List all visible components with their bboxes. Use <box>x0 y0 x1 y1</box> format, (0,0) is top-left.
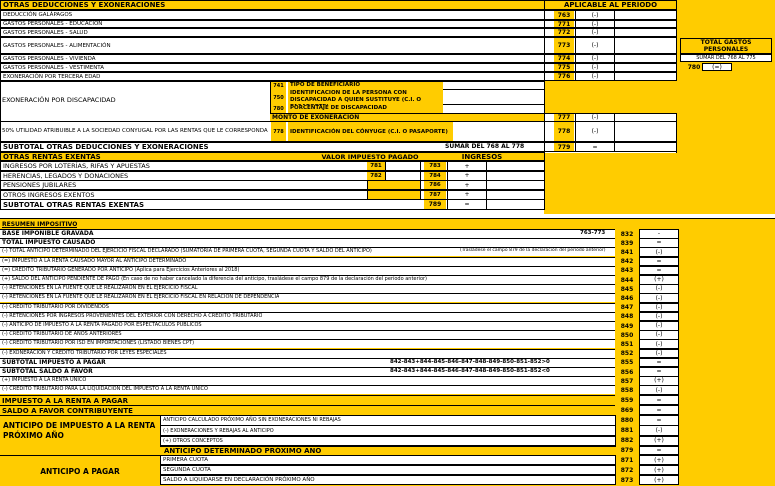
right-yellow-panel <box>676 0 775 214</box>
row-value[interactable]: (-) <box>575 20 615 28</box>
row-code-779: 779 <box>554 143 574 151</box>
resumen-row-note: 842-843+844-845-846-847-848-849-850-851-852<0 <box>390 368 550 374</box>
top-row-label: DEDUCCIÓN GALÁPAGOS <box>0 10 545 20</box>
row-value[interactable]: (-) <box>639 312 679 322</box>
subtotal-otras-deducciones-label: SUBTOTAL OTRAS DEDUCCIONES Y EXONERACIONES <box>0 142 545 152</box>
anticipo-row-label: (+) OTROS CONCEPTOS <box>160 436 616 447</box>
top-row-label: GASTOS PERSONALES - ALIMENTACIÓN <box>0 37 545 54</box>
row-value[interactable]: (+) <box>639 275 679 285</box>
row-value-777[interactable]: (-) <box>575 113 615 122</box>
row-code: 847 <box>616 304 638 312</box>
anticipo-row-label: ANTICIPO CALCULADO PRÓXIMO AÑO SIN EXONERACIONES NI REBAJAS <box>160 415 616 426</box>
resumen-row-label: (-) RETENCIONES POR INGRESOS PROVENIENTES DEL EXTERIOR CON DERECHO A CRÉDITO TRIBUTARIO <box>2 312 263 319</box>
resumen-header: RESUMEN IMPOSITIVO <box>2 221 78 228</box>
resumen-row-label: (-) RETENCIONES EN LA FUENTE QUE LE REALIZARON EN EL EJERCICIO FISCAL EN RELACIÓN DE DEPENDENCIA <box>2 294 280 301</box>
sociedad-sublabel: IDENTIFICACIÓN DEL CÓNYUGE (C.I. O PASAPORTE) <box>288 122 453 141</box>
discapacidad-input-1[interactable] <box>443 82 544 90</box>
row-value[interactable]: (-) <box>639 321 679 331</box>
row-value[interactable]: = <box>639 266 679 276</box>
row-value-779[interactable]: = <box>575 142 615 152</box>
row-value[interactable]: (-) <box>639 247 679 257</box>
row-value[interactable]: (-) <box>639 293 679 303</box>
row-value[interactable]: = <box>639 238 679 248</box>
resumen-row-label: SUBTOTAL IMPUESTO A PAGAR <box>2 358 106 366</box>
pagar-row-label: SALDO A LIQUIDARSE EN DECLARACIÓN PRÓXIMO AÑO <box>160 475 616 485</box>
applicable-period-header: APLICABLE AL PERÍODO <box>544 0 677 10</box>
discapacidad-sub-code-2: 750 <box>271 90 286 105</box>
resumen-row-label: (+) IMPUESTO A LA RENTA ÚNICO <box>2 377 87 384</box>
row-value-879[interactable]: = <box>639 446 679 455</box>
row-value[interactable]: (-) <box>575 54 615 63</box>
sociedad-subcode: 778 <box>271 122 286 141</box>
resumen-row-label: (=) CRÉDITO TRIBUTARIO GENERADO POR ANTICIPO (Aplica para Ejercicios Anteriores al 2018) <box>2 266 240 273</box>
resumen-row-label: (-) CRÉDITO TRIBUTARIO DE AÑOS ANTERIORES <box>2 331 122 338</box>
resumen-row-label: TOTAL IMPUESTO CAUSADO <box>2 239 96 247</box>
row-value[interactable]: (+) <box>639 436 679 447</box>
applicable-yellow-filler <box>544 81 677 113</box>
row-code-859: 859 <box>616 396 638 404</box>
total-gastos-personales-title: TOTAL GASTOS PERSONALES <box>680 38 772 54</box>
resumen-row-label: BASE IMPONIBLE GRAVADA <box>2 230 94 237</box>
row-value[interactable]: = <box>639 367 679 377</box>
top-row-label: EXONERACIÓN POR TERCERA EDAD <box>0 72 545 81</box>
otras-rentas-header: OTRAS RENTAS EXENTAS <box>0 152 545 161</box>
row-value[interactable]: (-) <box>639 349 679 359</box>
row-value[interactable]: + <box>447 190 487 200</box>
row-code: 851 <box>616 340 638 348</box>
row-code: 856 <box>616 368 638 376</box>
row-code: 784 <box>424 172 446 180</box>
row-code: 844 <box>616 276 638 284</box>
top-section <box>0 0 775 214</box>
discapacidad-label: EXONERACIÓN POR DISCAPACIDAD <box>2 96 116 104</box>
otras-row-label: INGRESOS POR LOTERÍAS, RIFAS Y APUESTAS <box>0 161 545 171</box>
row-code: 849 <box>616 322 638 330</box>
row-value[interactable]: (-) <box>639 303 679 313</box>
row-code: 857 <box>616 377 638 385</box>
row-code: 786 <box>424 181 446 189</box>
section-header-otras-deducciones: OTRAS DEDUCCIONES Y EXONERACIONES <box>0 0 545 10</box>
row-code: 843 <box>616 267 638 275</box>
anticipo-row-label: (-) EXONERACIONES Y REBAJAS AL ANTICIPO <box>160 425 616 436</box>
row-value-859[interactable]: = <box>639 395 679 405</box>
discapacidad-input-2[interactable] <box>443 90 544 105</box>
row-value[interactable]: = <box>639 358 679 368</box>
row-value[interactable]: + <box>447 161 487 171</box>
row-value[interactable]: (-) <box>639 330 679 340</box>
row-value[interactable]: (+) <box>639 455 679 465</box>
row-code: 848 <box>616 313 638 321</box>
row-code: 776 <box>554 73 574 80</box>
row-code: 839 <box>616 239 638 247</box>
row-value[interactable]: (+) <box>639 475 679 485</box>
row-code: 772 <box>554 29 574 36</box>
row-value[interactable]: (+) <box>639 465 679 475</box>
resumen-row-note: 763-773 <box>580 230 606 236</box>
row-code: 846 <box>616 294 638 302</box>
resumen-row-label: (-) TOTAL ANTICIPO DETERMINADO DEL EJERCICIO FISCAL DECLARADO (SUMATORIA DE PRIMERA CUOTA, SEGUNDA CUOTA Y SALDO DEL ANTICIPO) <box>2 248 372 255</box>
row-code: 858 <box>616 386 638 394</box>
discapacidad-sub-label-1: TIPO DE BENEFICIARIO <box>288 82 443 90</box>
row-code: 880 <box>616 416 638 424</box>
row-value-789[interactable]: = <box>447 199 487 210</box>
anticipo-determinado-label: ANTICIPO DETERMINADO PRÓXIMO AÑO <box>160 446 616 455</box>
row-value[interactable]: + <box>447 171 487 181</box>
row-code: 771 <box>554 21 574 27</box>
row-code: 775 <box>554 64 574 71</box>
valor-impuesto-header: VALOR IMPUESTO PAGADO <box>321 152 419 161</box>
row-value[interactable]: (-) <box>639 385 679 395</box>
anticipo-pagar-label: ANTICIPO A PAGAR <box>0 455 160 486</box>
resumen-row-bg <box>0 376 615 385</box>
discapacidad-sub-label-3: PORCENTAJE DE DISCAPACIDAD <box>288 105 443 113</box>
row-value[interactable]: (+) <box>639 376 679 386</box>
pagar-row-label: SEGUNDA CUOTA <box>160 465 616 475</box>
row-code-778: 778 <box>554 122 574 141</box>
saldo-favor-label: SALDO A FAVOR CONTRIBUYENTE <box>0 405 615 415</box>
row-code-789: 789 <box>424 200 446 209</box>
resumen-row-note: 842-843+844-845-846-847-848-849-850-851-852>0 <box>390 358 550 365</box>
sociedad-label: 50% UTILIDAD ATRIBUIBLE A LA SOCIEDAD CONYUGAL POR LAS RENTAS QUE LE CORRESPONDA <box>2 128 268 134</box>
row-value[interactable]: (-) <box>639 284 679 294</box>
row-value[interactable]: = <box>639 257 679 267</box>
row-code: 845 <box>616 285 638 293</box>
row-code: 783 <box>424 162 446 170</box>
resumen-row-label: (-) EXONERACIÓN Y CRÉDITO TRIBUTARIO POR LEYES ESPECIALES <box>2 349 167 356</box>
pagar-row-label: PRIMERA CUOTA <box>160 455 616 465</box>
row-code: 832 <box>616 230 638 238</box>
total-gastos-personales-code: 780 <box>687 63 701 71</box>
row-value[interactable]: (-) <box>575 72 615 81</box>
row-code-869: 869 <box>616 406 638 414</box>
row-value-778[interactable]: (-) <box>575 121 615 142</box>
row-value[interactable]: + <box>447 180 487 190</box>
otras-row-label: PENSIONES JUBILARES <box>0 180 545 190</box>
top-row-label: GASTOS PERSONALES - VESTIMENTA <box>0 63 545 72</box>
resumen-row-label: (-) CRÉDITO TRIBUTARIO POR ISD EN IMPORTACIONES (LISTADO BIENES CPT) <box>2 340 195 347</box>
monto-exoneracion-label: MONTO DE EXONERACIÓN <box>270 113 545 122</box>
top-row-label: GASTOS PERSONALES - SALUD <box>0 28 545 37</box>
row-value-869[interactable]: = <box>639 405 679 415</box>
resumen-row-label: (=) IMPUESTO A LA RENTA CAUSADO MAYOR AL ANTICIPO DETERMINADO <box>2 257 187 264</box>
resumen-row-label: SUBTOTAL SALDO A FAVOR <box>2 368 93 375</box>
subtotal-otras-rentas-label: SUBTOTAL OTRAS RENTAS EXENTAS <box>0 199 545 210</box>
resumen-row-label: (+) SALDO DEL ANTICIPO PENDIENTE DE PAGO (En caso de no haber cancelado la diferencia del anticipo, trasládese el campo 879 de la declaración del período anterior) <box>2 276 428 282</box>
ingresos-header: INGRESOS <box>461 152 503 161</box>
resumen-row-label: (-) CRÉDITO TRIBUTARIO PARA LA LIQUIDACIÓN DEL IMPUESTO A LA RENTA ÚNICO <box>2 386 208 393</box>
top-row-label: GASTOS PERSONALES - EDUCACIÓN <box>0 20 545 28</box>
row-code: 881 <box>616 426 638 434</box>
row-code: 855 <box>616 359 638 367</box>
row-value[interactable]: (-) <box>575 37 615 54</box>
row-value[interactable]: (-) <box>575 63 615 72</box>
discapacidad-sub-code-3: 780 <box>271 105 286 113</box>
valor-code: 781 <box>367 162 385 170</box>
resumen-row-label: (-) ANTICIPO DE IMPUESTO A LA RENTA PAGADO POR ESPECTÁCULOS PÚBLICOS <box>2 322 202 328</box>
impuesto-renta-pagar-label: IMPUESTO A LA RENTA A PAGAR <box>0 395 615 405</box>
otras-row-label: OTROS INGRESOS EXENTOS <box>0 190 545 200</box>
row-value[interactable]: = <box>639 415 679 426</box>
row-code: 773 <box>554 38 574 53</box>
row-value[interactable]: (-) <box>639 425 679 436</box>
row-code: 852 <box>616 350 638 358</box>
row-code: 774 <box>554 55 574 62</box>
row-value[interactable]: (-) <box>575 10 615 20</box>
row-code: 841 <box>616 248 638 256</box>
row-code-777: 777 <box>554 114 574 121</box>
discapacidad-sub-label-2: IDENTIFICACIÓN DE LA PERSONA CON DISCAPACIDAD A QUIEN SUSTITUYE (C.I. O <box>288 90 443 105</box>
applicable-yellow-filler-2 <box>544 153 677 214</box>
anticipo-proximo-label: ANTICIPO DE IMPUESTO A LA RENTA PRÓXIMO AÑO <box>0 415 160 446</box>
valor-disabled <box>367 180 421 190</box>
valor-disabled <box>367 190 421 200</box>
otras-row-label: HERENCIAS, LEGADOS Y DONACIONES <box>0 171 545 181</box>
valor-input[interactable] <box>385 171 421 181</box>
row-code: 850 <box>616 331 638 339</box>
valor-input[interactable] <box>385 161 421 171</box>
row-code: 842 <box>616 258 638 266</box>
row-code: 873 <box>616 476 638 484</box>
row-value[interactable]: (-) <box>575 28 615 37</box>
row-value[interactable]: - <box>639 229 679 239</box>
resumen-row-note: (Trasládese el campo 879 de la declaración del período anterior) <box>460 248 606 254</box>
row-code: 763 <box>554 11 574 19</box>
discapacidad-sub-code-1: 741 <box>271 82 286 90</box>
subtotal-sum-note: SUMAR DEL 768 AL 778 <box>445 143 525 150</box>
resumen-row-label: (-) RETENCIONES EN LA FUENTE QUE LE REALIZARON EN EL EJERCICIO FISCAL <box>2 285 198 292</box>
row-code-879: 879 <box>616 447 638 454</box>
total-gastos-personales-value[interactable]: (=) <box>702 63 732 71</box>
total-gastos-personales-sum: SUMAR DEL 768 AL 775 <box>680 54 772 62</box>
row-code: 882 <box>616 437 638 445</box>
row-code: 787 <box>424 191 446 199</box>
row-value[interactable]: (-) <box>639 339 679 349</box>
valor-code: 782 <box>367 172 385 180</box>
row-code: 871 <box>616 456 638 464</box>
resumen-row-label: (-) CRÉDITO TRIBUTARIO POR DIVIDENDOS <box>2 303 109 310</box>
top-row-label: GASTOS PERSONALES - VIVIENDA <box>0 54 545 63</box>
row-code: 872 <box>616 466 638 474</box>
discapacidad-input-3[interactable] <box>443 105 544 113</box>
